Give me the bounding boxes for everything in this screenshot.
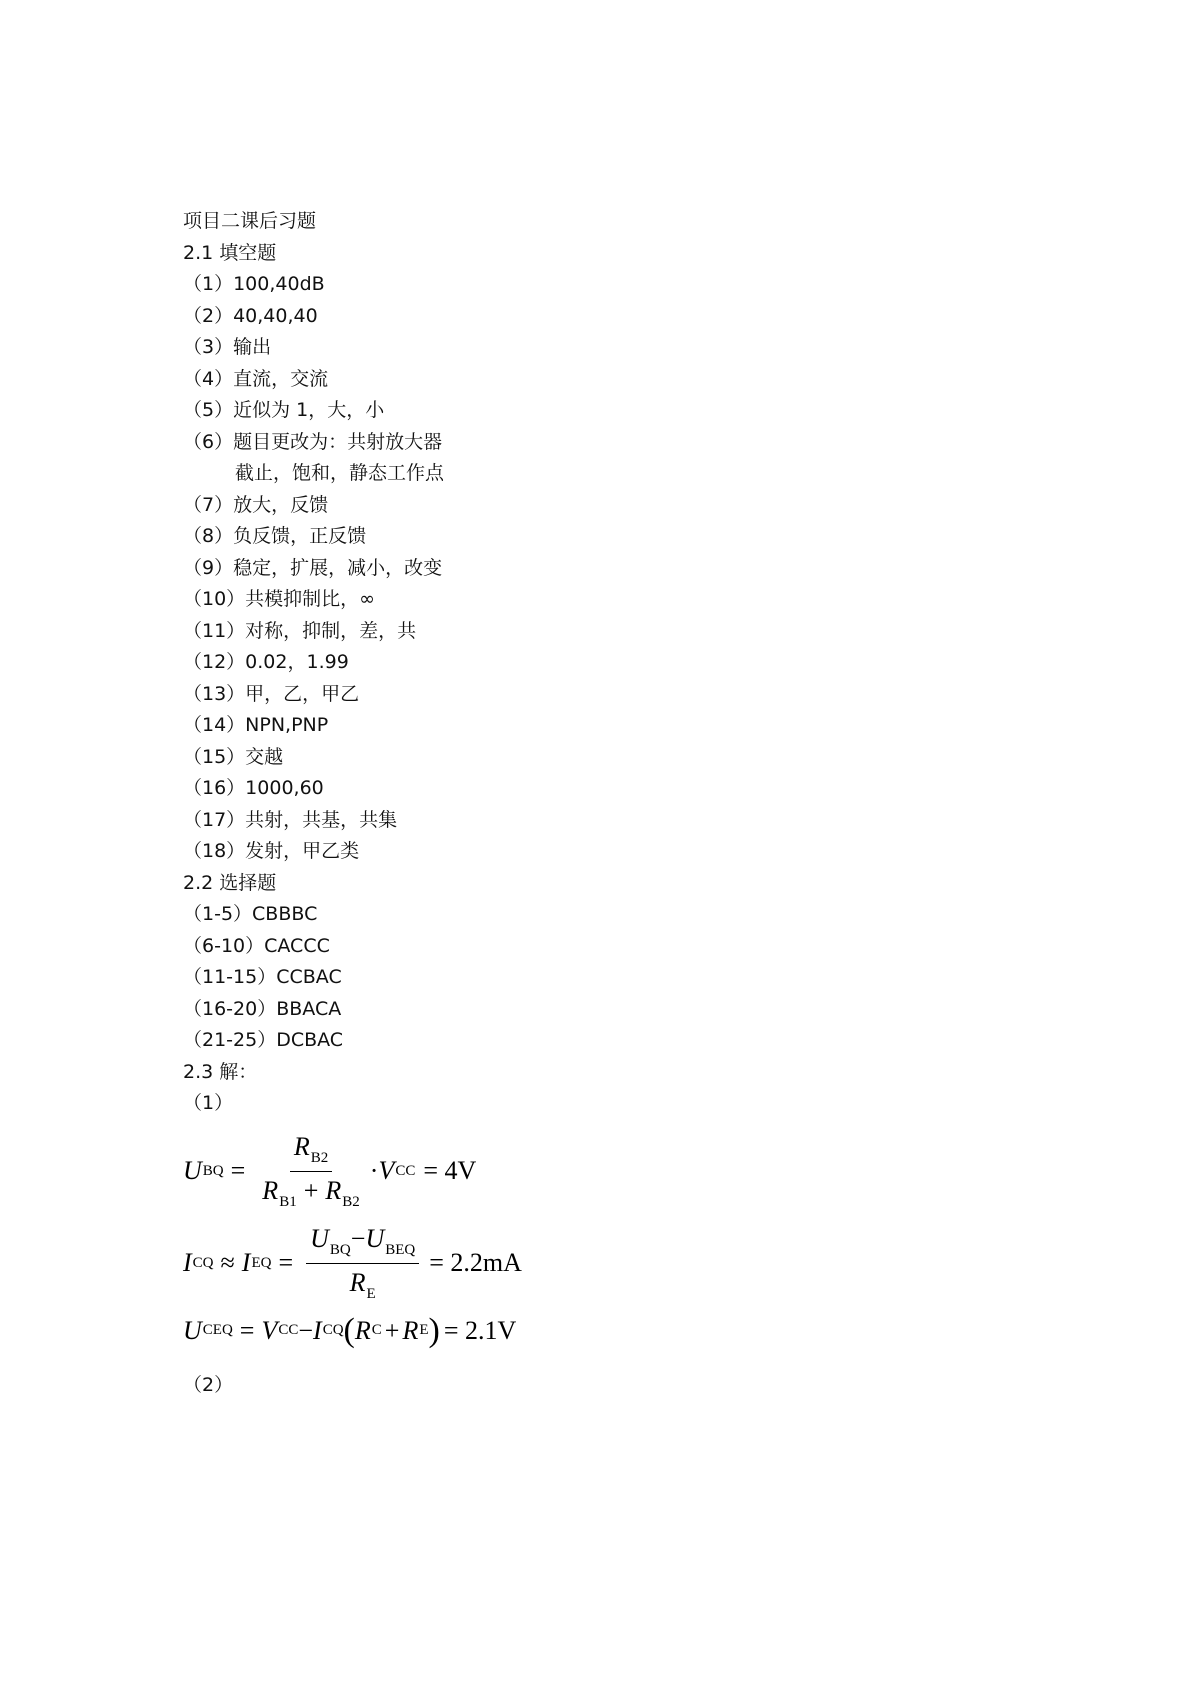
fraction-denominator: $R_E$ bbox=[349, 1267, 376, 1302]
fraction bbox=[306, 1224, 419, 1303]
eq-result: = 4V bbox=[423, 1156, 477, 1185]
fraction-numerator: $R_{B2}$ bbox=[290, 1132, 332, 1172]
eq-subscript: BQ bbox=[202, 1162, 224, 1179]
section-heading-solution: 2.3 解： bbox=[183, 1060, 258, 1083]
answer-item: （6）题目更改为：共射放大器 bbox=[183, 430, 443, 453]
fill-in-answer-list bbox=[183, 269, 1083, 868]
answer-item: （16-20）BBACA bbox=[183, 997, 342, 1020]
part-label: （1） bbox=[183, 1092, 234, 1114]
part-label: （2） bbox=[183, 1373, 234, 1396]
equation-u-bq: U BQ = $\frac{R_{B2}}{R_{B1} + R_{B2}}$ · V CC = 4V bbox=[183, 1131, 477, 1210]
choice-answer-list bbox=[183, 899, 1083, 1057]
answer-item: （18）发射，甲乙类 bbox=[183, 840, 360, 862]
answer-item: （9）稳定，扩展，减小，改变 bbox=[183, 556, 443, 579]
answer-item: （4）直流，交流 bbox=[183, 367, 329, 390]
document-body bbox=[183, 206, 1083, 1401]
answer-item: （5）近似为 1，大，小 bbox=[183, 399, 385, 421]
answer-item: （10）共模抑制比，∞ bbox=[183, 588, 376, 610]
page-title: 项目二课后习题 bbox=[183, 210, 317, 232]
answer-item: （15）交越 bbox=[183, 745, 284, 768]
fraction bbox=[258, 1132, 363, 1211]
answer-item: （2）40,40,40 bbox=[183, 304, 318, 327]
answer-item-continuation: 截止，饱和，静态工作点 bbox=[235, 462, 445, 484]
equations-block bbox=[183, 1120, 1083, 1370]
answer-item: （1）100,40dB bbox=[183, 273, 325, 295]
answer-item: （12）0.02，1.99 bbox=[183, 651, 349, 673]
eq-symbol: U bbox=[183, 1156, 202, 1185]
answer-item: （14）NPN,PNP bbox=[183, 714, 329, 736]
answer-item: （21-25）DCBAC bbox=[183, 1029, 344, 1051]
section-heading-multiple-choice: 2.2 选择题 bbox=[183, 871, 277, 894]
answer-item: （11-15）CCBAC bbox=[183, 966, 342, 988]
answer-item: （7）放大，反馈 bbox=[183, 493, 329, 516]
answer-item: （6-10）CACCC bbox=[183, 934, 330, 957]
fraction-numerator: $U_{BQ}-U_{BEQ}$ bbox=[306, 1224, 419, 1264]
answer-item: （3）输出 bbox=[183, 336, 272, 358]
answer-item: （13）甲，乙，甲乙 bbox=[183, 682, 360, 705]
equation-u-ceq: U CEQ = V CC − I CQ ( R C + R E ) = 2.1V bbox=[183, 1311, 517, 1349]
fraction-denominator: $R_{B1} + R_{B2}$ bbox=[262, 1175, 360, 1210]
answer-item: （11）对称，抑制，差，共 bbox=[183, 619, 417, 642]
eq-result: = 2.2mA bbox=[429, 1248, 522, 1277]
answer-item: （1-5）CBBBC bbox=[183, 903, 318, 925]
answer-item: （8）负反馈，正反馈 bbox=[183, 525, 367, 547]
eq-result: = 2.1V bbox=[443, 1315, 517, 1345]
equation-i-cq: I CQ ≈ I EQ = $\frac{U_{BQ}-U_{BEQ}}{R_E}$ = 2.2mA bbox=[183, 1223, 522, 1302]
answer-item: （17）共射，共基，共集 bbox=[183, 808, 398, 831]
answer-item: （16）1000,60 bbox=[183, 777, 324, 799]
section-heading-fill-in: 2.1 填空题 bbox=[183, 241, 277, 264]
